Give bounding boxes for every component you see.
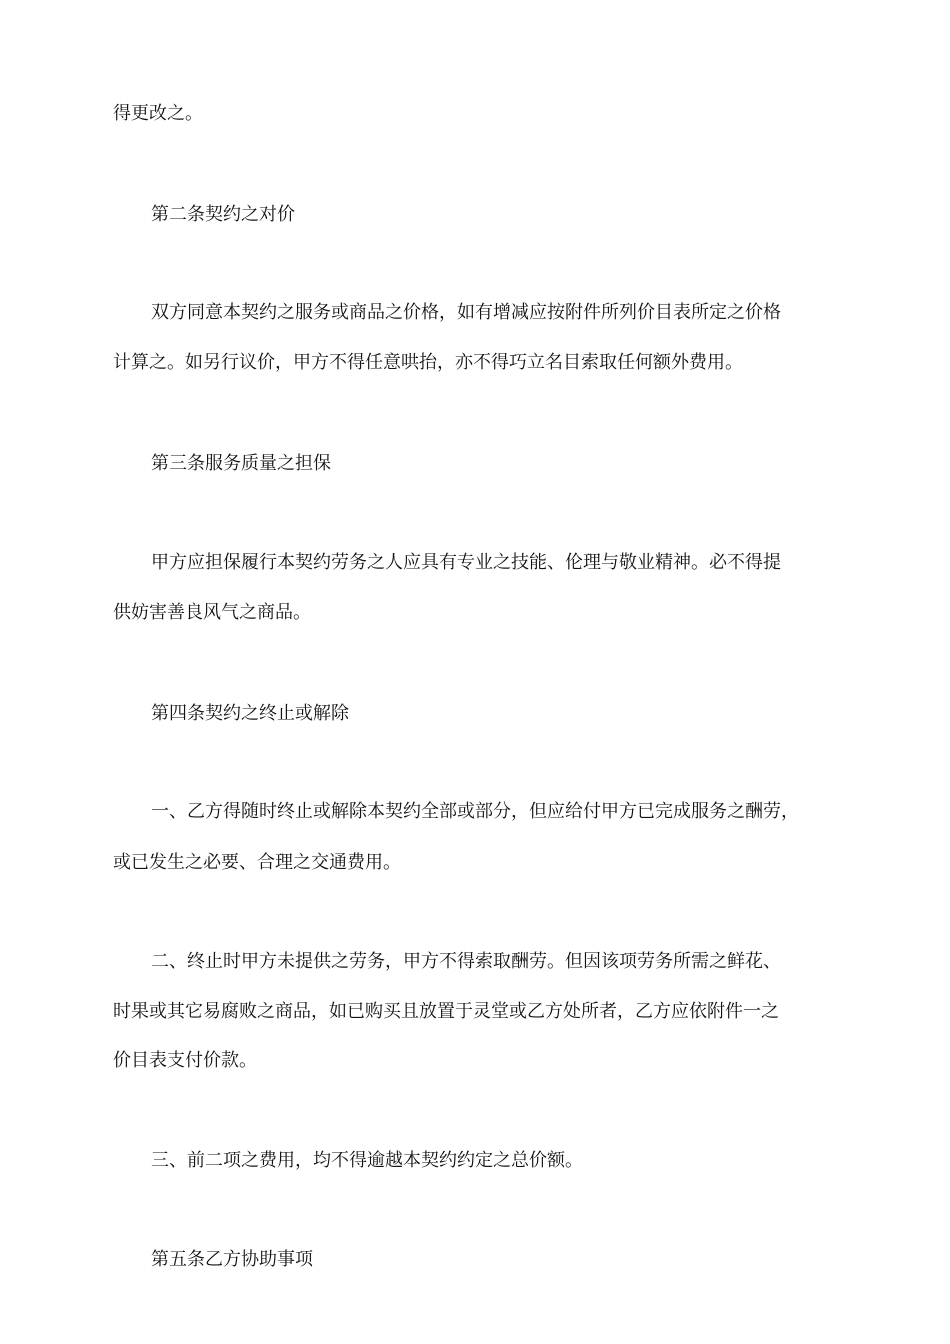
- paragraph-line: 计算之。如另行议价，甲方不得任意哄抬，亦不得巧立名目索取任何额外费用。: [113, 352, 743, 373]
- paragraph-line: 双方同意本契约之服务或商品之价格，如有增减应按附件所列价目表所定之价格: [151, 302, 781, 323]
- paragraph-line: 或已发生之必要、合理之交通费用。: [113, 852, 401, 873]
- paragraph-line: 时果或其它易腐败之商品，如已购买且放置于灵堂或乙方处所者，乙方应依附件一之: [113, 1001, 779, 1022]
- article-heading: 第五条乙方协助事项: [151, 1249, 313, 1270]
- paragraph-line: 价目表支付价款。: [113, 1050, 257, 1071]
- paragraph-line: 一、乙方得随时终止或解除本契约全部或部分，但应给付甲方已完成服务之酬劳，: [151, 801, 799, 822]
- paragraph-line: 供妨害善良风气之商品。: [113, 602, 311, 623]
- paragraph-line: 三、前二项之费用，均不得逾越本契约约定之总价额。: [151, 1150, 583, 1171]
- article-heading: 第三条服务质量之担保: [151, 453, 331, 474]
- paragraph-line: 甲方应担保履行本契约劳务之人应具有专业之技能、伦理与敬业精神。必不得提: [151, 552, 781, 573]
- paragraph-line: 二、终止时甲方未提供之劳务，甲方不得索取酬劳。但因该项劳务所需之鲜花、: [151, 951, 781, 972]
- article-heading: 第二条契约之对价: [151, 204, 295, 225]
- paragraph-line: 得更改之。: [113, 103, 203, 124]
- article-heading: 第四条契约之终止或解除: [151, 703, 349, 724]
